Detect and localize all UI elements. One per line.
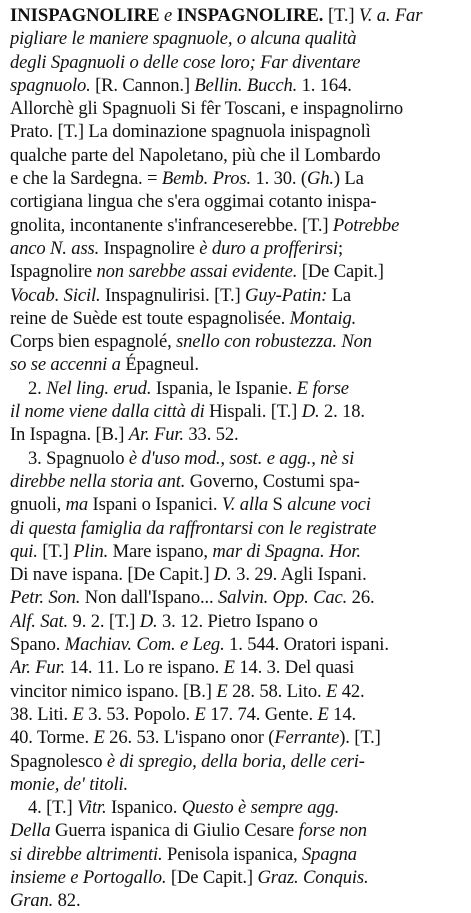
entry-line [10,190,465,213]
entry-text: Guerra ispanica di Giulio Cesare [50,820,299,842]
entry-text: 82. [53,890,81,912]
entry-text: E [72,703,84,725]
entry-line [10,796,465,819]
entry-text: 38. Liti. [10,703,73,725]
entry-text: 1. 544. Oratori ispani. [224,634,389,656]
entry-line [10,703,465,726]
entry-text: Potrebbe [332,214,400,236]
entry-line [10,866,465,889]
entry-text: il nome viene dalla città di [10,401,205,423]
entry-text: S [268,494,288,516]
entry-line [10,726,465,749]
entry-text: Gran. [10,890,54,912]
entry-text: cortigiana lingua che s'era oggimai cotanto inispa- [10,191,377,213]
entry-text: ; [337,237,343,259]
entry-text: Épagneul. [120,354,199,376]
entry-text: non sarebbe assai evidente. [96,261,298,283]
entry-text: Ispagnolire [10,261,97,283]
entry-text: Vocab. Sicil. [10,284,101,306]
entry-text: direbbe nella storia ant. [10,470,186,492]
entry-text: Mare ispano, [108,540,213,562]
entry-text: so se accenni a [10,354,121,376]
entry-text: Corps bien espagnolé, [10,331,177,353]
entry-text: [De Capit.] [166,866,258,888]
entry-line [10,586,465,609]
entry-text: è d'uso mod., sost. e agg., nè si [128,447,355,469]
entry-text: Della [10,820,51,842]
entry-text: e [159,5,177,26]
entry-line [10,214,465,237]
entry-text: 17. 74. Gente. [205,703,318,725]
entry-text: 9. 2. [T.] [68,610,140,632]
entry-text: Ferrante [274,727,340,749]
entry-text: 26. [347,587,375,609]
entry-line [10,819,465,842]
entry-text: 14. 11. Lo re ispano. [65,657,224,679]
entry-text: ma [65,494,89,516]
entry-text: 28. 58. Lito. [227,680,327,702]
entry-line [10,656,465,679]
entry-text: gnuoli, [10,494,66,516]
entry-line [10,750,465,773]
entry-text: mar di Spagna. Hor. [212,540,361,562]
entry-text: e che la Sardegna. = [10,168,162,190]
entry-text: ). [T.] [339,727,381,749]
entry-line [10,377,465,400]
entry-line [10,540,465,563]
entry-text: In Ispagna. [B.] [10,424,129,446]
entry-line [10,167,465,190]
entry-text: D. [139,610,158,632]
entry-text: E [93,727,105,749]
entry-text: vincitor nimico ispano. [B.] [10,680,217,702]
entry-text: 26. 53. L'ispano onor ( [104,727,275,749]
entry-text: E [216,680,228,702]
entry-text: V. a. Far [358,5,423,26]
entry-line [10,563,465,586]
entry-text: [De Capit.] [297,261,384,283]
entry-text: reine de Suède est toute espagnolisée. [10,307,290,329]
entry-text: 14. [328,703,356,725]
entry-text: Ar. Fur. [128,424,184,446]
entry-text: qui. [10,540,38,562]
entry-text: Inspagnolire [99,237,200,259]
entry-line [10,4,465,27]
entry-text: Bemb. Pros. [161,168,251,190]
entry-line [10,27,465,50]
entry-text: 40. Torme. [10,727,94,749]
entry-line [10,284,465,307]
entry-text: Petr. Son. [10,587,81,609]
entry-text: Spagnolesco [10,750,107,772]
entry-text: [T.] [323,5,359,26]
entry-line [10,51,465,74]
entry-text: spagnuolo. [10,74,91,96]
entry-line [10,423,465,446]
entry-line [10,493,465,516]
entry-text: E [194,703,206,725]
entry-text: 1. 30. ( [250,168,307,190]
entry-text: E forse [296,377,349,399]
entry-text: 4. [T.] [28,797,78,819]
entry-text: Questo è sempre agg. [181,797,340,819]
entry-text: snello con robustezza. Non [176,331,372,353]
entry-line [10,260,465,283]
entry-line [10,633,465,656]
entry-line [10,843,465,866]
entry-text: Ispani o Ispanici. [88,494,222,516]
entry-text: Inspagnulirisi. [T.] [100,284,246,306]
entry-text: Spagna [302,843,357,865]
entry-line [10,353,465,376]
entry-text: Guy-Patin: [245,284,328,306]
entry-line [10,330,465,353]
entry-text: 3. 12. Pietro Ispano o [157,610,318,632]
entry-text: D. [301,401,320,423]
entry-text: La [327,284,352,306]
entry-text: 33. 52. [183,424,239,446]
entry-text: è duro a profferirsi [199,237,338,259]
entry-line [10,97,465,120]
entry-text: Salvin. Opp. Cac. [218,587,348,609]
entry-line [10,889,465,912]
entry-text: ) La [333,168,364,190]
entry-text: Ar. Fur. [10,657,66,679]
entry-text: Ispanico. [106,797,182,819]
entry-line [10,680,465,703]
entry-text: 3. Spagnuolo [28,447,129,469]
entry-line [10,517,465,540]
entry-text: alcune voci [287,494,371,516]
entry-text: Hispali. [T.] [204,401,302,423]
entry-text: Alf. Sat. [10,610,69,632]
entry-text: D. [213,564,232,586]
entry-text: Gh. [306,168,334,190]
entry-text: 3. 29. Agli Ispani. [231,564,367,586]
entry-text: Spano. [10,634,65,656]
entry-text: Graz. Conquis. [257,866,369,888]
entry-line [10,773,465,796]
entry-text: 14. 3. Del quasi [234,657,355,679]
entry-text: Di nave ispana. [De Capit.] [10,564,214,586]
entry-text: Machiav. Com. e Leg. [64,634,225,656]
entry-line [10,144,465,167]
entry-text: Allorchè gli Spagnuoli Si fêr Toscani, e inspagnolirno [10,98,404,120]
entry-text: 3. 53. Popolo. [83,703,195,725]
headword: INSPAGNOLIRE. [176,5,324,26]
entry-line [10,470,465,493]
entry-text: Penisola ispanica, [162,843,303,865]
entry-line [10,237,465,260]
entry-text: forse non [298,820,367,842]
entry-line [10,610,465,633]
entry-line [10,120,465,143]
entry-text: gnolita, incontanente s'infranceserebbe. [T.] [10,214,333,236]
entry-line [10,307,465,330]
entry-text: Vitr. [77,797,107,819]
entry-text: Plin. [73,540,109,562]
entry-text: Governo, Costumi spa- [185,470,360,492]
entry-text: monie, de' titoli. [10,773,128,795]
entry-text: qualche parte del Napoletano, più che il Lombardo [10,144,381,166]
entry-text: Prato. [T.] La dominazione spagnuola inispagnolì [10,121,371,143]
entry-text: [R. Cannon.] [90,74,195,96]
entry-line [10,74,465,97]
entry-text: insieme e Portogallo. [10,866,167,888]
entry-text: è di spregio, della boria, delle ceri- [106,750,365,772]
entry-text: pigliare le maniere spagnuole, o alcuna qualità [10,28,357,50]
entry-text: 2. 18. [319,401,365,423]
entry-text: E [326,680,338,702]
entry-text: Montaig. [289,307,357,329]
entry-text: 1. 164. [297,74,352,96]
entry-text: [T.] [37,540,74,562]
entry-line [10,447,465,470]
entry-text: Bellin. Bucch. [194,74,298,96]
headword: INISPAGNOLIRE [10,5,160,26]
entry-text: anco N. ass. [10,237,100,259]
entry-text: di questa famiglia da raffrontarsi con le registrate [10,517,377,539]
entry-text: V. alla [221,494,269,516]
entry-text: Non dall'Ispano... [80,587,219,609]
entry-text: degli Spagnuoli o delle cose loro; Far diventare [10,51,361,73]
entry-line [10,400,465,423]
entry-text: E [317,703,329,725]
entry-text: 2. [28,377,47,399]
entry-text: 42. [337,680,365,702]
entry-text: Nel ling. erud. [46,377,152,399]
entry-text: si direbbe altrimenti. [10,843,163,865]
entry-text: E [223,657,235,679]
entry-text: Ispania, le Ispanie. [151,377,297,399]
